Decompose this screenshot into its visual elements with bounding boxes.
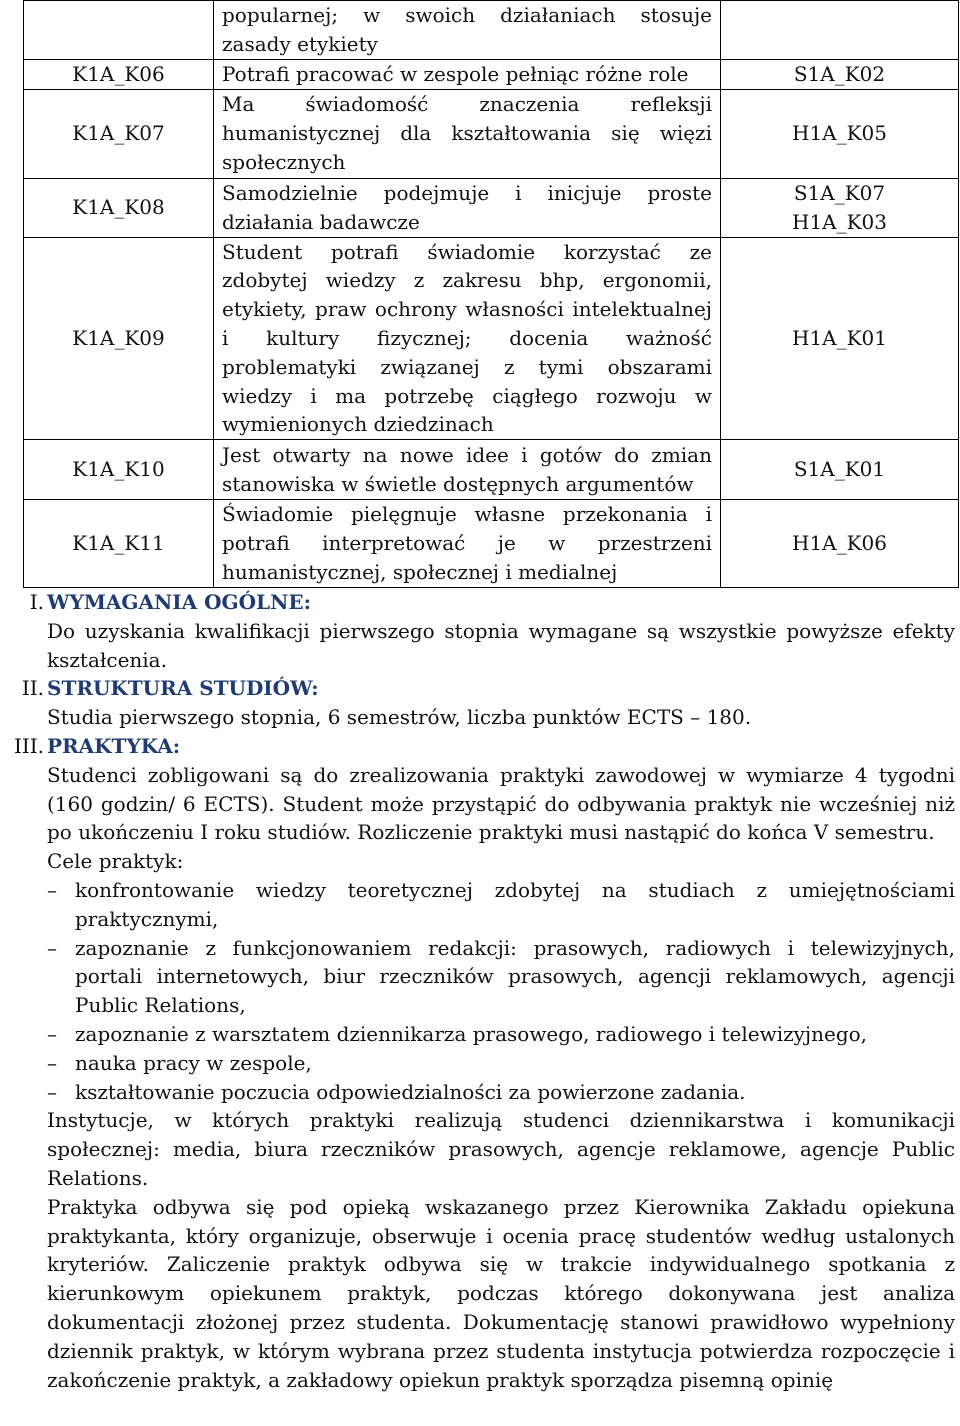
section-number: I. [29, 590, 44, 614]
goals-label: Cele praktyk: [47, 849, 184, 874]
table-row [24, 59, 959, 89]
table-row [24, 500, 959, 588]
section-text: Studenci zobligowani są do zrealizowania praktyki zawodowej w wymiarze 4 tygodni (160 godzin/ 6 ECTS). Student może przystąpić do odbywania praktyk nie wcześniej niż po ukończeniu I roku studiów. Rozliczenie praktyki musi nastąpić do końca V semestru. [47, 762, 955, 845]
outcome-description: Jest otwarty na nowe idee i gotów do zmian stanowiska w świetle dostępnych argumentów [214, 440, 721, 500]
section-internship [0, 732, 955, 1394]
section-general-requirements [0, 588, 955, 674]
dash-bullet: – [47, 1079, 57, 1104]
outcome-reference-secondary: H1A_K03 [792, 209, 887, 234]
section-title: PRAKTYKA: [47, 733, 181, 758]
outcome-description: popularnej; w swoich działaniach stosuje zasady etykiety [214, 1, 721, 60]
outcome-description: Potrafi pracować w zespole pełniąc różne role [214, 59, 721, 89]
outcome-code: K1A_K09 [24, 237, 214, 440]
table-row [24, 1, 959, 60]
outcome-reference: H1A_K06 [721, 500, 959, 588]
outcome-description: Świadomie pielęgnuje własne przekonania i potrafi interpretować je w przestrzeni humanistycznej, społecznej i medialnej [214, 500, 721, 588]
outcome-code: K1A_K10 [24, 440, 214, 500]
outcome-reference-cell [721, 178, 959, 237]
outcome-code: K1A_K08 [24, 178, 214, 237]
section-number: III. [13, 733, 44, 758]
dash-bullet: – [47, 877, 57, 902]
section-heading [0, 588, 955, 617]
section-number: II. [21, 676, 44, 701]
list-item-text: zapoznanie z warsztatem dziennikarza prasowego, radiowego i telewizyjnego, [75, 1021, 868, 1046]
section-text: Do uzyskania kwalifikacji pierwszego stopnia wymagane są wszystkie powyższe efekty kształcenia. [47, 618, 955, 672]
outcome-description: Student potrafi świadomie korzystać ze zdobytej wiedzy z zakresu bhp, ergonomii, etykiety, praw ochrony własności intelektualnej i kultury fizycznej; docenia ważność problematyki związanej z tymi obszarami wiedzy i ma potrzebę ciągłego rozwoju w wymienionych dziedzinach [214, 237, 721, 440]
list-item [0, 1078, 955, 1107]
table-row [24, 178, 959, 237]
section-heading [0, 732, 955, 761]
outcome-reference: S1A_K02 [721, 59, 959, 89]
outcome-code [24, 1, 214, 60]
list-item-text: konfrontowanie wiedzy teoretycznej zdobytej na studiach z umiejętnościami praktycznymi, [75, 877, 955, 931]
dash-bullet: – [47, 935, 57, 960]
section-text: Studia pierwszego stopnia, 6 semestrów, liczba punktów ECTS – 180. [47, 705, 752, 730]
table-row [24, 89, 959, 178]
table-row [24, 440, 959, 500]
outcome-description: Samodzielnie podejmuje i inicjuje proste działania badawcze [214, 178, 721, 237]
outcome-reference: S1A_K01 [721, 440, 959, 500]
institutions-paragraph: Instytucje, w których praktyki realizują studenci dziennikarstwa i komunikacji społecznej: media, biura rzeczników prasowych, agencje reklamowe, agencje Public Relations. [47, 1108, 955, 1190]
outcome-code: K1A_K07 [24, 89, 214, 178]
table-row [24, 237, 959, 440]
supervision-paragraph: Praktyka odbywa się pod opieką wskazanego przez Kierownika Zakładu opiekuna praktykanta, który organizuje, obserwuje i ocenia pracę studentów według ustalonych kryteriów. Zaliczenie praktyk odbywa się w trakcie indywidualnego spotkania z kierunkowym opiekunem praktyk, podczas którego dokonywana jest analiza dokumentacji złożonej przez studenta. Dokumentację stanowi prawidłowo wypełniony dziennik praktyk, w którym wybrana przez studenta instytucja potwierdza rozpoczęcie i zakończenie praktyk, a zakładowy opiekun praktyk sporządza pisemną opinię [47, 1194, 955, 1392]
list-item [0, 1049, 955, 1078]
list-item-text: nauka pracy w zespole, [75, 1050, 312, 1075]
outcome-description: Ma świadomość znaczenia refleksji humanistycznej dla kształtowania się więzi społecznych [214, 89, 721, 178]
learning-outcomes-table [23, 0, 959, 588]
outcome-code: K1A_K06 [24, 59, 214, 89]
list-item [0, 876, 955, 934]
dash-bullet: – [47, 1021, 57, 1046]
section-title: WYMAGANIA OGÓLNE: [47, 590, 312, 614]
outcome-reference: H1A_K01 [721, 237, 959, 440]
list-item [0, 934, 955, 1020]
outcome-reference: H1A_K05 [721, 89, 959, 178]
section-heading [0, 674, 955, 703]
list-item-text: zapoznanie z funkcjonowaniem redakcji: prasowych, radiowych i telewizyjnych, portali internetowych, biur rzeczników prasowych, agencji reklamowych, agencji Public Relations, [75, 935, 955, 1018]
outcome-reference: S1A_K07 [793, 180, 886, 205]
document-sections [0, 588, 955, 1394]
list-item [0, 1020, 955, 1049]
list-item-text: kształtowanie poczucia odpowiedzialności za powierzone zadania. [75, 1079, 746, 1104]
dash-bullet: – [47, 1050, 57, 1075]
section-title: STRUKTURA STUDIÓW: [47, 676, 319, 701]
goals-list [0, 876, 955, 1106]
outcome-reference [721, 1, 959, 60]
outcome-code: K1A_K11 [24, 500, 214, 588]
section-study-structure [0, 674, 955, 732]
